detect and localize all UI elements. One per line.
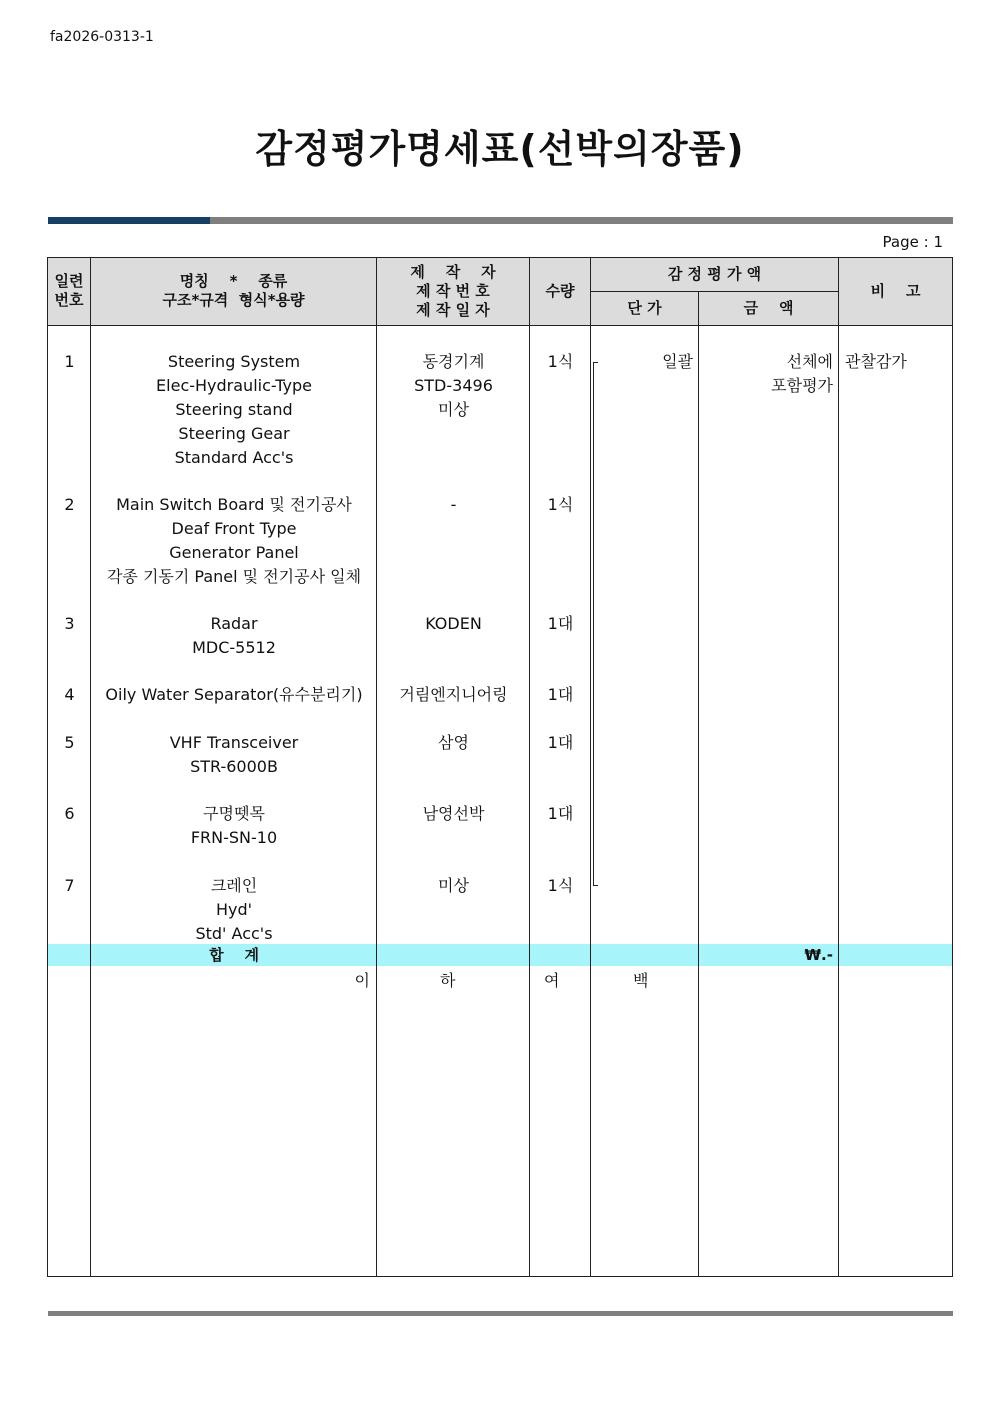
top-rule xyxy=(48,217,953,224)
item-name: VHF Transceiver STR-6000B xyxy=(169,733,299,776)
item-name: Oily Water Separator(유수분리기) xyxy=(105,685,363,704)
item-name: Steering System Elec-Hydraulic-Type Steering stand Steering Gear Standard Acc's xyxy=(156,352,312,467)
item-qty: 1식 xyxy=(547,495,574,514)
item-unit-price: 일괄 xyxy=(662,352,693,371)
total-amount: ₩.- xyxy=(804,946,833,964)
grid-line xyxy=(838,258,839,1276)
item-maker: 거림엔지니어링 xyxy=(399,685,508,704)
grouping-bracket xyxy=(593,362,598,886)
item-no: 4 xyxy=(64,685,75,704)
blank-mark: 여 xyxy=(544,971,560,990)
header-unit-price: 단 가 xyxy=(627,298,662,317)
grid-line xyxy=(590,258,591,1276)
item-name: Radar MDC-5512 xyxy=(192,614,276,657)
grid-line xyxy=(698,291,699,1276)
header-appraisal: 감 정 평 가 액 xyxy=(667,265,762,283)
header-remark: 비 고 xyxy=(870,281,921,300)
header-amount: 금 액 xyxy=(743,298,794,317)
item-maker: - xyxy=(450,495,457,514)
item-maker: KODEN xyxy=(425,614,482,633)
total-label: 합 계 xyxy=(209,946,259,964)
blank-mark: 이 xyxy=(354,971,370,990)
header-name: 명칭 * 종류 구조*규격 형식*용량 xyxy=(162,272,305,309)
bottom-rule xyxy=(48,1311,953,1316)
item-no: 5 xyxy=(64,733,75,752)
appraisal-table xyxy=(47,257,953,1277)
item-qty: 1대 xyxy=(547,685,574,704)
header-maker: 제 작 자 제 작 번 호 제 작 일 자 xyxy=(410,262,496,319)
blank-mark: 백 xyxy=(633,971,649,990)
item-no: 2 xyxy=(64,495,75,514)
item-remark: 관찰감가 xyxy=(845,352,907,371)
blank-mark: 하 xyxy=(440,971,456,990)
item-qty: 1대 xyxy=(547,733,574,752)
page-title: 감정평가명세표(선박의장품) xyxy=(255,127,745,171)
item-no: 6 xyxy=(64,804,75,823)
item-maker: 삼영 xyxy=(438,733,469,752)
item-qty: 1식 xyxy=(547,352,574,371)
item-qty: 1식 xyxy=(547,876,574,895)
item-maker: 동경기계 STD-3496 미상 xyxy=(414,352,493,419)
item-name: 구명뗏목 FRN-SN-10 xyxy=(190,804,278,847)
item-no: 7 xyxy=(64,876,75,895)
document-id: fa2026-0313-1 xyxy=(50,29,154,45)
header-no: 일련 번호 xyxy=(54,272,84,309)
item-no: 1 xyxy=(64,352,75,371)
item-maker: 미상 xyxy=(438,876,469,895)
item-maker: 남영선박 xyxy=(422,804,485,823)
item-qty: 1대 xyxy=(547,614,574,633)
item-amount: 선체에 포함평가 xyxy=(771,352,833,395)
top-rule-accent xyxy=(48,217,210,224)
page-number: Page : 1 xyxy=(882,233,943,251)
item-no: 3 xyxy=(64,614,75,633)
item-qty: 1대 xyxy=(547,804,574,823)
item-name: 크레인 Hyd' Std' Acc's xyxy=(195,876,273,943)
header-qty: 수량 xyxy=(545,281,575,300)
item-name: Main Switch Board 및 전기공사 Deaf Front Type Generator Panel 각종 기동기 Panel 및 전기공사 일체 xyxy=(106,495,362,586)
